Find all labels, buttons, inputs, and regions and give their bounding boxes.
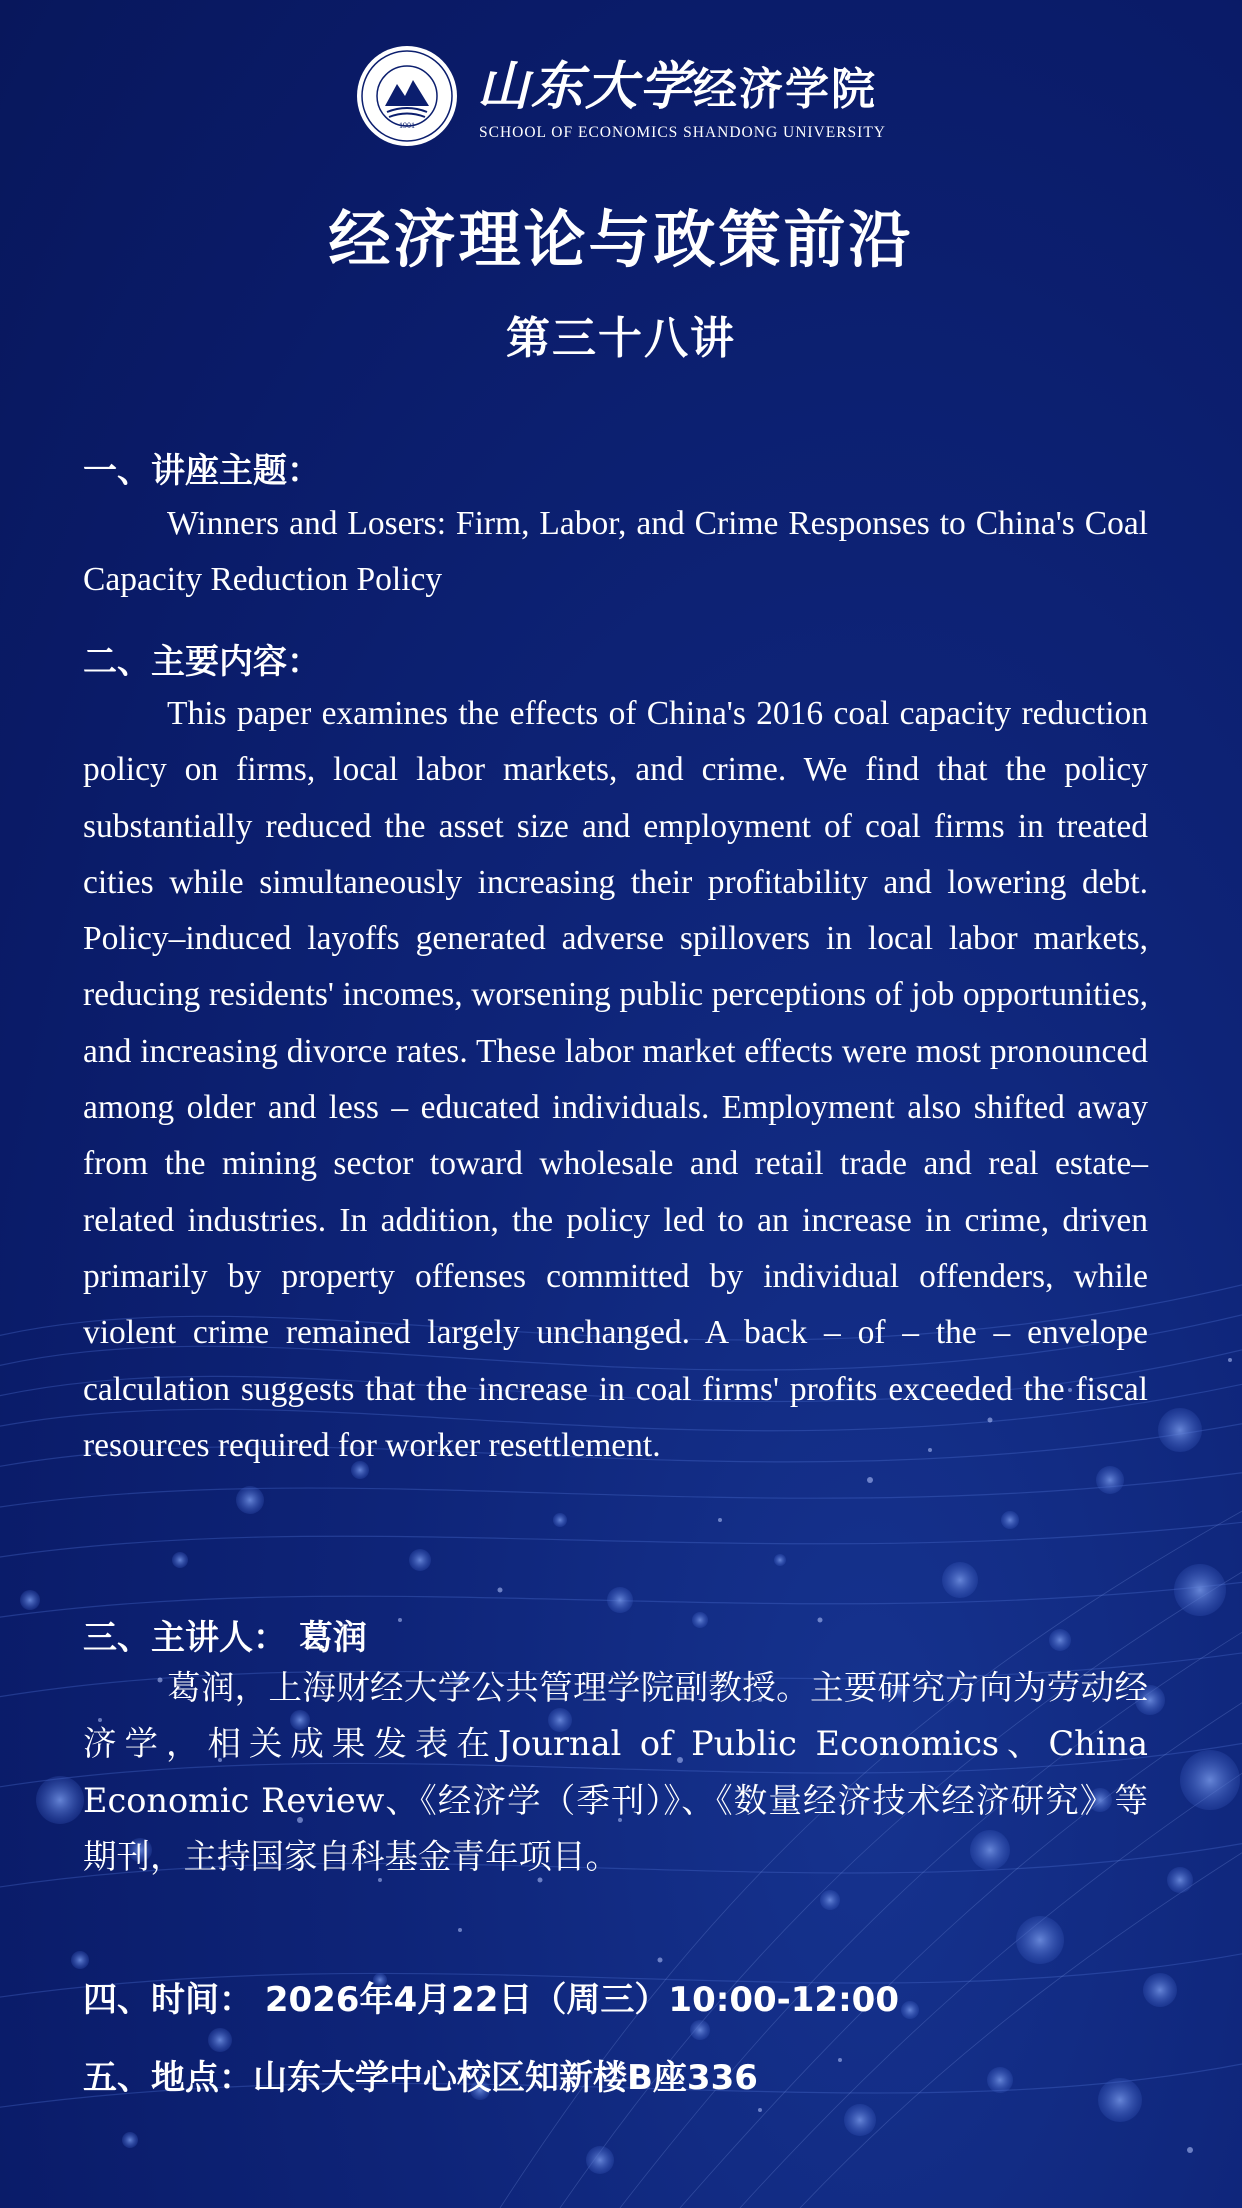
topic-text: Winners and Losers: Firm, Labor, and Crime Responses to China's Coal Capacity Reduction Policy: [83, 505, 1148, 599]
university-seal-icon: [355, 44, 459, 148]
topic-heading: 一、讲座主题：: [83, 451, 321, 491]
lecture-number: 第三十八讲: [506, 313, 736, 364]
speaker-bio: 葛润，上海财经大学公共管理学院副教授。主要研究方向为劳动经济学，相关成果发表在Journal of Public Economics、China Economic Review、《经济学（季刊）》、《数量经济技术经济研究》等期刊，主持国家自科基金青年项目。: [83, 1668, 1148, 1876]
svg-text:1901: 1901: [399, 121, 415, 130]
school-logo-header: [355, 40, 895, 150]
speaker-heading: 三、主讲人： 葛润: [83, 1618, 367, 1658]
page-title: 经济理论与政策前沿: [328, 203, 914, 276]
content-heading: 二、主要内容：: [83, 642, 321, 682]
school-name-cn: 山东大学经济学院: [477, 56, 878, 117]
school-name-en: SCHOOL OF ECONOMICS SHANDONG UNIVERSITY: [479, 124, 887, 141]
venue-line: 五、地点：山东大学中心校区知新楼B座336: [83, 2058, 758, 2098]
time-line: 四、时间： 2026年4月22日（周三）10:00-12:00: [83, 1980, 899, 2020]
abstract-text: This paper examines the effects of China's 2016 coal capacity reduction policy on firms, local labor markets, and crime. We find that the policy substantially reduced the asset size and employment of coal firms in treated cities while simultaneously increasing their profitability and lowering debt. Policy–induced layoffs generated adverse spillovers in local labor markets, reducing residents' incomes, worsening public perceptions of job opportunities, and increasing divorce rates. These labor market effects were most pronounced among older and less – educated individuals. Employment also shifted away from the mining sector toward wholesale and retail trade and real estate–related industries. In addition, the policy led to an increase in crime, driven primarily by property offenses committed by individual offenders, while violent crime remained largely unchanged. A back – of – the – envelope calculation suggests that the increase in coal firms' profits exceeded the fiscal resources required for worker resettlement.: [83, 695, 1148, 1464]
